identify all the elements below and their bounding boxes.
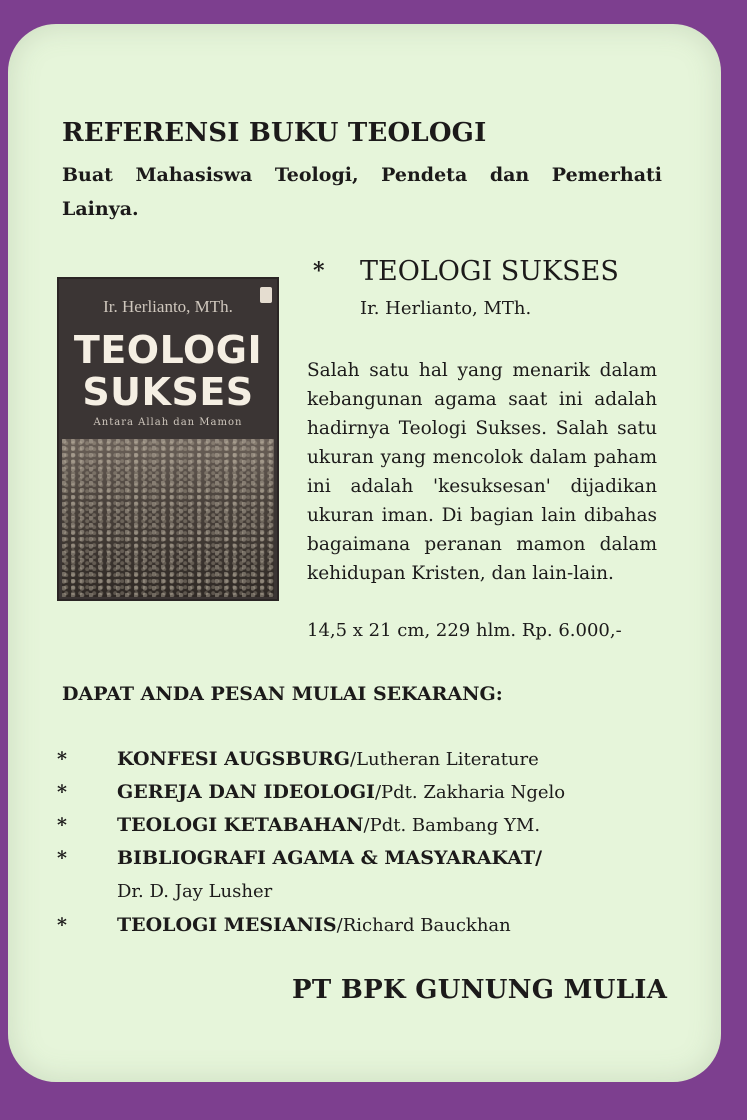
cover-title xyxy=(59,329,277,413)
order-item-bullet: * xyxy=(57,847,67,869)
cover-title-line2: SUKSES xyxy=(82,370,254,414)
order-item-bullet: * xyxy=(57,748,67,770)
featured-book-specs: 14,5 x 21 cm, 229 hlm. Rp. 6.000,- xyxy=(307,620,622,641)
order-item-bullet: * xyxy=(57,914,67,936)
order-item-author: /Lutheran Literature xyxy=(350,749,539,770)
order-item-title: BIBLIOGRAFI AGAMA & MASYARAKAT xyxy=(117,847,536,869)
order-item-continuation: Dr. D. Jay Lusher xyxy=(117,881,273,902)
order-item-bullet: * xyxy=(57,781,67,803)
order-item-author: /Richard Bauckhan xyxy=(336,915,511,936)
cover-title-line1: TEOLOGI xyxy=(73,328,263,372)
order-item-title: GEREJA DAN IDEOLOGI xyxy=(117,781,375,803)
featured-book-description: Salah satu hal yang menarik dalam kebangunan agama saat ini adalah hadirnya Teologi Sukses. Salah satu ukuran yang mencolok dalam paham ini adalah 'kesuksesan' dijadikan ukuran iman. Di bagian lain dibahas bagaimana peranan mamon dalam kehidupan Kristen, dan lain-lain. xyxy=(307,360,657,584)
order-item-title: TEOLOGI MESIANIS xyxy=(117,914,337,936)
cover-author: Ir. Herlianto, MTh. xyxy=(103,297,233,316)
featured-book-title: TEOLOGI SUKSES xyxy=(360,256,619,287)
cover-crowd-photo xyxy=(62,439,274,597)
order-item-bullet: * xyxy=(57,814,67,836)
featured-bullet: * xyxy=(313,258,325,284)
order-item-title: KONFESI AUGSBURG xyxy=(117,748,351,770)
order-heading: DAPAT ANDA PESAN MULAI SEKARANG: xyxy=(62,683,503,705)
order-item-author: /Pdt. Bambang YM. xyxy=(363,815,541,836)
featured-book-author: Ir. Herlianto, MTh. xyxy=(360,298,532,319)
order-item-author: / xyxy=(535,847,543,869)
page-title: REFERENSI BUKU TEOLOGI xyxy=(62,118,487,148)
book-cover-image xyxy=(57,277,279,601)
order-item-author: /Pdt. Zakharia Ngelo xyxy=(374,782,566,803)
cover-subtitle: Antara Allah dan Mamon xyxy=(93,417,243,428)
page-subtitle: Buat Mahasiswa Teologi, Pendeta dan Pemerhati Lainya. xyxy=(62,164,662,220)
order-item-title: TEOLOGI KETABAHAN xyxy=(117,814,364,836)
publisher-name: PT BPK GUNUNG MULIA xyxy=(292,975,668,1005)
